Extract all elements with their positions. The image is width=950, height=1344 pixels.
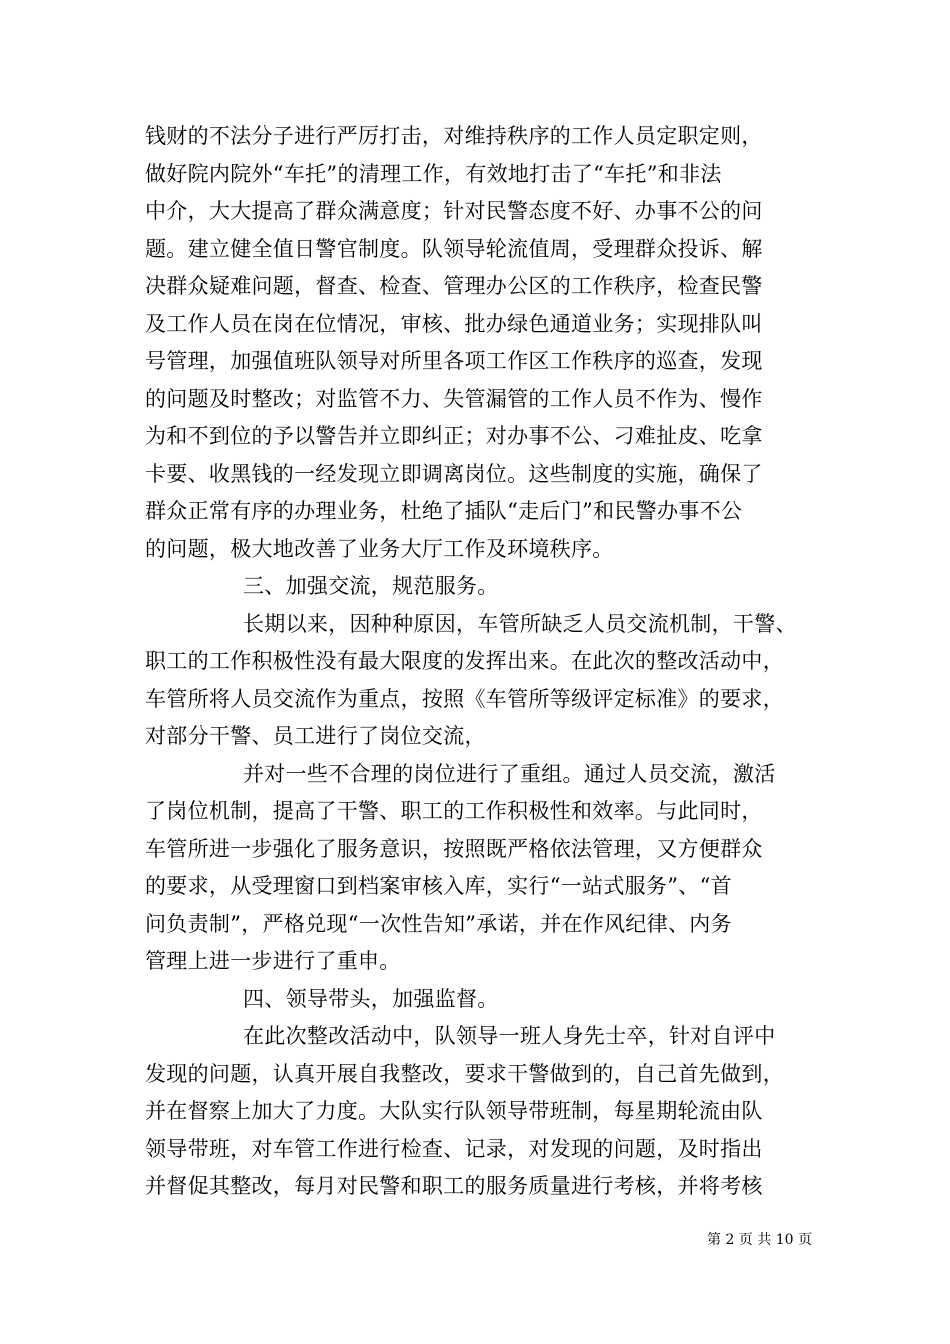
text-line: 决群众疑难问题，督查、检查、管理办公区的工作秩序，检查民警 [145, 274, 763, 298]
text-line: 为和不到位的予以警告并立即纠正；对办事不公、刁难扯皮、吃拿 [145, 424, 763, 448]
section-heading: 四、领导带头，加强监督。 [243, 986, 499, 1011]
text-line: 领导带班，对车管工作进行检查、记录，对发现的问题，及时指出 [145, 1136, 763, 1161]
text-line: 群众正常有序的办理业务，杜绝了插队“走后门”和民警办事不公 [145, 499, 743, 523]
text-line: 号管理，加强值班队领导对所里各项工作区工作秩序的巡查，发现 [145, 349, 763, 373]
text-line: 车管所将人员交流作为重点，按照《车管所等级评定标准》的要求， [145, 686, 784, 711]
text-line: 卡要、收黑钱的一经发现立即调离岗位。这些制度的实施，确保了 [145, 461, 763, 486]
text-line: 并在督察上加大了力度。大队实行队领导带班制，每星期轮流由队 [145, 1099, 763, 1123]
text-line: 并对一些不合理的岗位进行了重组。通过人员交流，激活 [243, 761, 776, 786]
text-line: 题。建立健全值日警官制度。队领导轮流值周，受理群众投诉、解 [145, 236, 763, 261]
text-line: 钱财的不法分子进行严厉打击，对维持秩序的工作人员定职定则， [145, 124, 763, 148]
body-text [145, 118, 825, 1206]
section-heading: 三、加强交流，规范服务。 [243, 574, 499, 598]
text-line: 的要求，从受理窗口到档案审核入库，实行“一站式服务”、“首 [145, 874, 732, 898]
text-line: 长期以来，因种种原因，车管所缺乏人员交流机制，干警、 [243, 611, 797, 636]
text-line: 并督促其整改，每月对民警和职工的服务质量进行考核，并将考核 [145, 1174, 763, 1198]
page-number-footer: 第 2 页 共 10 页 [707, 1232, 812, 1248]
text-line: 了岗位机制，提高了干警、职工的工作积极性和效率。与此同时， [145, 799, 763, 823]
text-line: 在此次整改活动中，队领导一班人身先士卒，针对自评中 [243, 1024, 776, 1048]
text-line: 管理上进一步进行了重申。 [145, 949, 401, 973]
text-line: 及工作人员在岗在位情况，审核、批办绿色通道业务；实现排队叫 [145, 311, 763, 336]
text-line: 的问题及时整改；对监管不力、失管漏管的工作人员不作为、慢作 [145, 386, 763, 411]
text-line: 中介，大大提高了群众满意度；针对民警态度不好、办事不公的问 [145, 199, 763, 223]
text-line: 问负责制”，严格兑现“一次性告知”承诺，并在作风纪律、内务 [145, 911, 732, 936]
text-line: 发现的问题，认真开展自我整改，要求干警做到的，自己首先做到， [145, 1061, 784, 1086]
text-line: 职工的工作积极性没有最大限度的发挥出来。在此次的整改活动中， [145, 649, 784, 673]
text-line: 对部分干警、员工进行了岗位交流， [145, 724, 486, 748]
text-line: 做好院内院外“车托”的清理工作，有效地打击了“车托”和非法 [145, 161, 722, 186]
text-line: 的问题，极大地改善了业务大厅工作及环境秩序。 [145, 536, 614, 561]
text-line: 车管所进一步强化了服务意识，按照既严格依法管理，又方便群众 [145, 836, 763, 861]
